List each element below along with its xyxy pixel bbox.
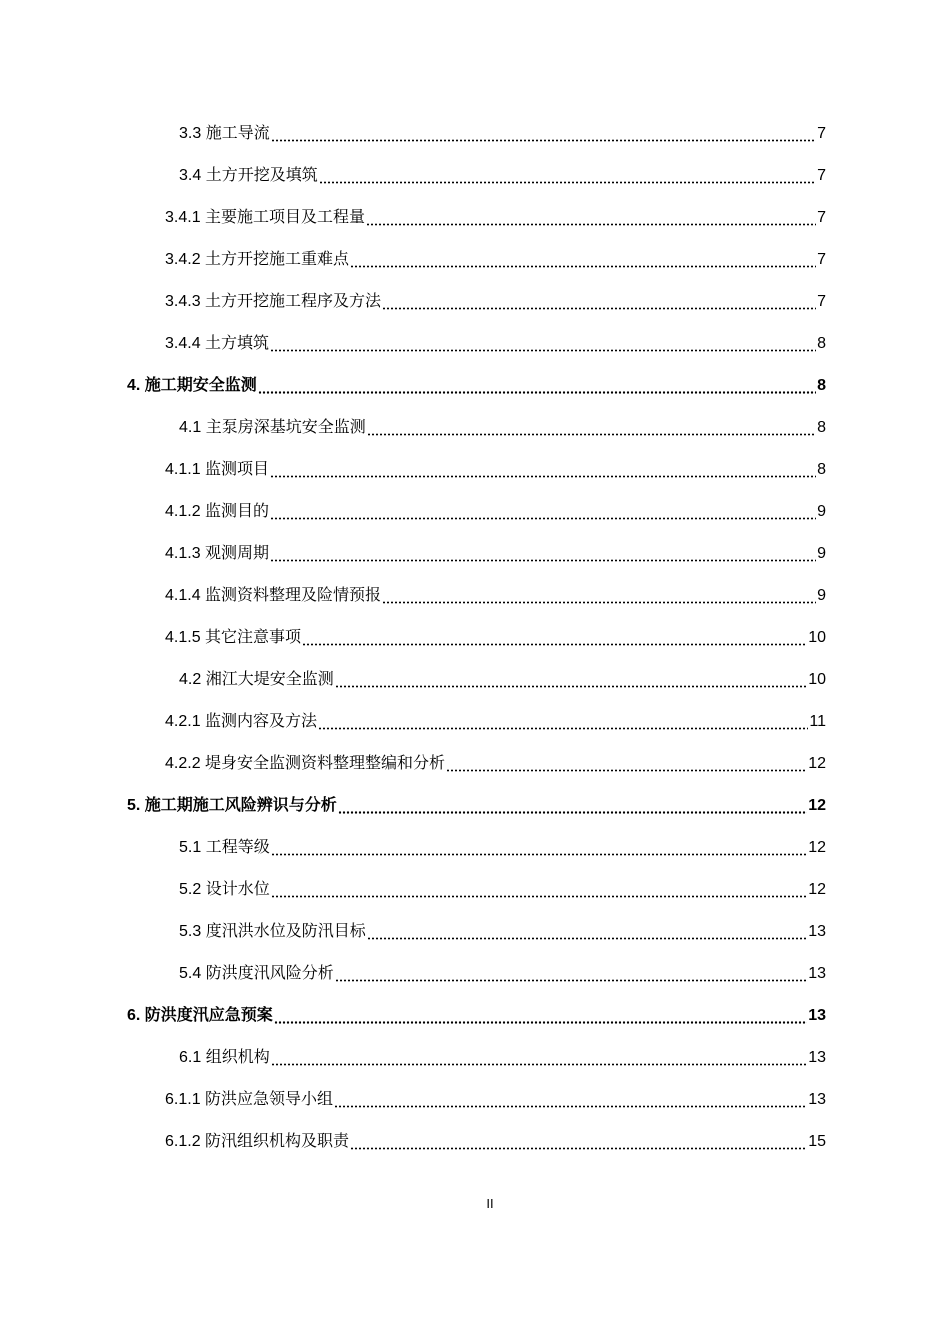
toc-entry[interactable]: [0, 239, 950, 281]
toc-entry-title: 5. 施工期施工风险辨识与分析: [127, 797, 337, 814]
toc-entry-title: 4.2 湘江大堤安全监测: [179, 671, 334, 688]
toc-entry[interactable]: [0, 533, 950, 575]
toc-entry-page: 8: [817, 335, 826, 352]
toc-entry-page: 7: [817, 167, 826, 184]
toc-dot-leader: [271, 139, 816, 142]
toc-entry-title: 5.4 防洪度汛风险分析: [179, 965, 334, 982]
toc-entry-page: 7: [817, 251, 826, 268]
toc-entry[interactable]: [0, 701, 950, 743]
toc-entry-page: 13: [808, 965, 826, 982]
toc-entry-title: 4.1.5 其它注意事项: [165, 629, 302, 646]
toc-entry[interactable]: [0, 281, 950, 323]
toc-dot-leader: [271, 1063, 808, 1066]
toc-dot-leader: [270, 559, 816, 562]
toc-entry-title: 4.2.2 堤身安全监测资料整理整编和分析: [165, 755, 446, 772]
toc-entry-title: 3.4.2 土方开挖施工重难点: [165, 251, 350, 268]
toc-dot-leader: [258, 391, 816, 394]
toc-entry[interactable]: [0, 1037, 950, 1079]
table-of-contents: [0, 113, 950, 1163]
toc-entry-page: 12: [808, 881, 826, 898]
toc-dot-leader: [350, 265, 816, 268]
toc-dot-leader: [271, 895, 808, 898]
toc-entry-title: 3.4.3 土方开挖施工程序及方法: [165, 293, 382, 310]
toc-entry[interactable]: [0, 659, 950, 701]
toc-entry[interactable]: [0, 953, 950, 995]
toc-entry-title: 4.1.2 监测目的: [165, 503, 270, 520]
toc-entry-title: 5.1 工程等级: [179, 839, 270, 856]
toc-entry-title: 3.4 土方开挖及填筑: [179, 167, 318, 184]
toc-entry[interactable]: [0, 827, 950, 869]
toc-entry-title: 4.1.3 观测周期: [165, 545, 270, 562]
toc-chapter-entry[interactable]: [0, 365, 950, 407]
toc-entry[interactable]: [0, 407, 950, 449]
toc-entry-page: 13: [808, 1049, 826, 1066]
toc-entry-title: 3.3 施工导流: [179, 125, 270, 142]
toc-entry-title: 4.1.4 监测资料整理及险情预报: [165, 587, 382, 604]
toc-entry-page: 9: [817, 503, 826, 520]
toc-chapter-entry[interactable]: [0, 995, 950, 1037]
toc-entry-page: 9: [817, 587, 826, 604]
toc-entry-page: 12: [808, 797, 826, 814]
toc-dot-leader: [382, 601, 816, 604]
toc-dot-leader: [335, 685, 808, 688]
toc-dot-leader: [302, 643, 807, 646]
toc-entry[interactable]: [0, 911, 950, 953]
toc-entry[interactable]: [0, 617, 950, 659]
toc-entry-title: 4. 施工期安全监测: [127, 377, 257, 394]
toc-dot-leader: [446, 769, 807, 772]
toc-entry[interactable]: [0, 1121, 950, 1163]
toc-dot-leader: [335, 979, 808, 982]
toc-dot-leader: [350, 1147, 807, 1150]
toc-entry-title: 4.1.1 监测项目: [165, 461, 270, 478]
toc-dot-leader: [367, 433, 816, 436]
toc-dot-leader: [270, 349, 816, 352]
toc-dot-leader: [318, 727, 808, 730]
toc-entry-page: 15: [808, 1133, 826, 1150]
toc-entry-page: 9: [817, 545, 826, 562]
toc-entry-page: 8: [817, 377, 826, 394]
toc-entry-page: 11: [809, 713, 826, 730]
toc-entry[interactable]: [0, 1079, 950, 1121]
toc-entry-page: 10: [808, 671, 826, 688]
toc-dot-leader: [367, 937, 808, 940]
toc-entry-title: 5.3 度汛洪水位及防汛目标: [179, 923, 366, 940]
toc-entry[interactable]: [0, 113, 950, 155]
toc-entry-page: 10: [808, 629, 826, 646]
toc-entry-title: 6. 防洪度汛应急预案: [127, 1007, 273, 1024]
toc-dot-leader: [338, 811, 807, 814]
toc-chapter-entry[interactable]: [0, 785, 950, 827]
toc-entry-title: 5.2 设计水位: [179, 881, 270, 898]
toc-entry-page: 7: [817, 125, 826, 142]
toc-dot-leader: [271, 853, 808, 856]
toc-entry-page: 12: [808, 839, 826, 856]
toc-entry-page: 13: [808, 1007, 826, 1024]
toc-entry-title: 6.1.1 防洪应急领导小组: [165, 1091, 334, 1108]
toc-entry[interactable]: [0, 449, 950, 491]
toc-dot-leader: [334, 1105, 807, 1108]
toc-dot-leader: [319, 181, 816, 184]
toc-entry-title: 6.1 组织机构: [179, 1049, 270, 1066]
toc-entry-title: 6.1.2 防汛组织机构及职责: [165, 1133, 350, 1150]
toc-entry-page: 7: [817, 209, 826, 226]
toc-dot-leader: [382, 307, 816, 310]
toc-entry[interactable]: [0, 491, 950, 533]
toc-entry-page: 8: [817, 419, 826, 436]
page-number: II: [486, 1196, 494, 1211]
toc-dot-leader: [270, 475, 816, 478]
toc-entry-page: 13: [808, 1091, 826, 1108]
toc-entry-title: 4.1 主泵房深基坑安全监测: [179, 419, 366, 436]
toc-dot-leader: [274, 1021, 807, 1024]
toc-entry-page: 12: [808, 755, 826, 772]
toc-entry-page: 8: [817, 461, 826, 478]
toc-dot-leader: [366, 223, 816, 226]
toc-entry-page: 7: [817, 293, 826, 310]
toc-entry-title: 4.2.1 监测内容及方法: [165, 713, 318, 730]
toc-entry-title: 3.4.4 土方填筑: [165, 335, 270, 352]
toc-entry[interactable]: [0, 155, 950, 197]
toc-entry[interactable]: [0, 323, 950, 365]
toc-entry[interactable]: [0, 575, 950, 617]
toc-entry[interactable]: [0, 869, 950, 911]
toc-entry-title: 3.4.1 主要施工项目及工程量: [165, 209, 366, 226]
toc-entry[interactable]: [0, 743, 950, 785]
toc-dot-leader: [270, 517, 816, 520]
toc-entry-page: 13: [808, 923, 826, 940]
toc-entry[interactable]: [0, 197, 950, 239]
